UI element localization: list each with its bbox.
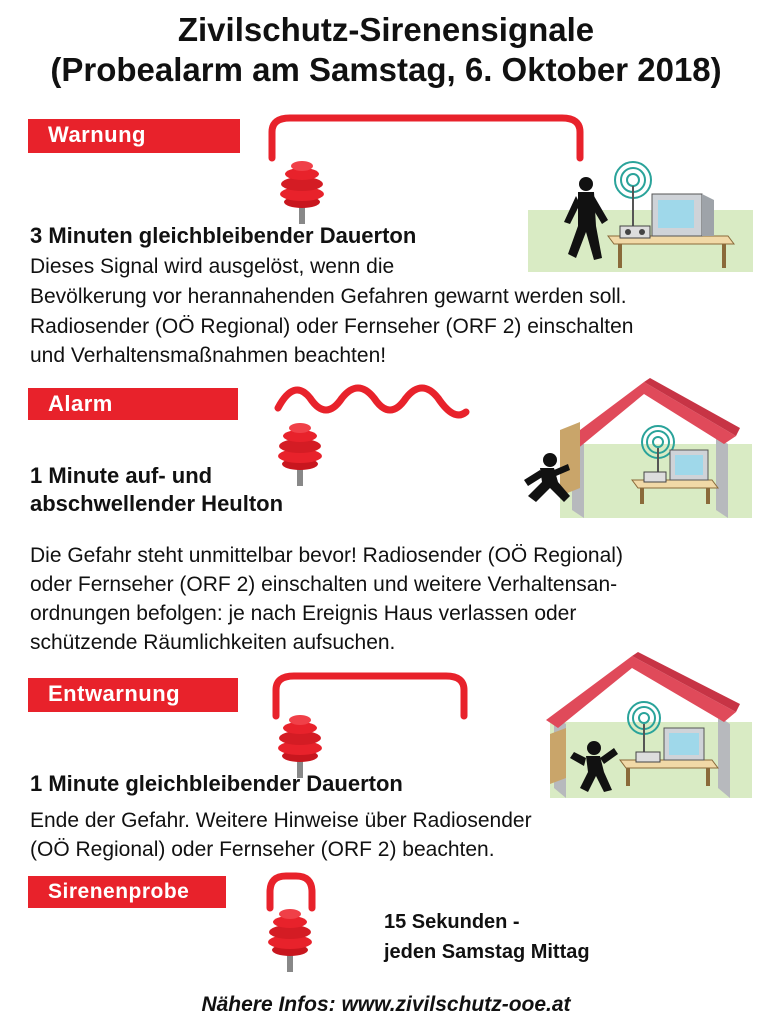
entwarnung-text-line: Ende der Gefahr. Weitere Hinweise über Radiosender <box>30 809 532 832</box>
entwarnung-text-line: (OÖ Regional) oder Fernseher (ORF 2) beachten. <box>30 838 495 861</box>
siren-icon <box>266 906 316 976</box>
label-entwarnung: Entwarnung <box>28 678 238 712</box>
label-alarm: Alarm <box>28 388 238 420</box>
warnung-heading: 3 Minuten gleichbleibender Dauerton <box>30 223 417 248</box>
dauerton-signal-icon <box>266 668 481 718</box>
siren-icon <box>278 158 328 228</box>
warnung-text-line: Bevölkerung vor herannahenden Gefahren gewarnt werden soll. <box>30 285 627 308</box>
sirenenprobe-heading-line: 15 Sekunden - <box>384 911 520 933</box>
warnung-text-line: und Verhaltensmaßnahmen beachten! <box>30 344 387 367</box>
label-sirenenprobe: Sirenenprobe <box>28 876 226 908</box>
alarm-heading-line: abschwellender Heulton <box>30 491 284 516</box>
scene-person-leaving-house-icon <box>540 652 760 802</box>
alarm-heading-line: 1 Minute auf- und <box>30 463 213 488</box>
page-title: Zivilschutz-Sirenensignale <box>177 11 595 48</box>
warnung-text-line: Radiosender (OÖ Regional) oder Fernseher (ORF 2) einschalten <box>30 315 634 338</box>
label-warnung: Warnung <box>28 119 240 153</box>
scene-running-into-house-icon <box>520 378 760 523</box>
footer-info-link[interactable]: Nähere Infos: www.zivilschutz-ooe.at <box>201 993 571 1016</box>
sirenenprobe-heading-line: jeden Samstag Mittag <box>384 941 590 963</box>
page-subtitle: (Probealarm am Samstag, 6. Oktober 2018) <box>50 51 722 88</box>
warnung-text-line: Dieses Signal wird ausgelöst, wenn die <box>30 255 395 278</box>
entwarnung-heading: 1 Minute gleichbleibender Dauerton <box>30 771 403 796</box>
alarm-text-line: schützende Räumlichkeiten aufsuchen. <box>30 631 396 654</box>
scene-walking-to-tv-icon <box>528 150 758 275</box>
siren-icon <box>276 420 326 490</box>
alarm-text-line: oder Fernseher (ORF 2) einschalten und weitere Verhaltensan- <box>30 573 618 596</box>
alarm-text-line: ordnungen befolgen: je nach Ereignis Haus verlassen oder <box>30 602 577 625</box>
alarm-text-line: Die Gefahr steht unmittelbar bevor! Radiosender (OÖ Regional) <box>30 544 623 567</box>
short-signal-icon <box>262 870 322 910</box>
